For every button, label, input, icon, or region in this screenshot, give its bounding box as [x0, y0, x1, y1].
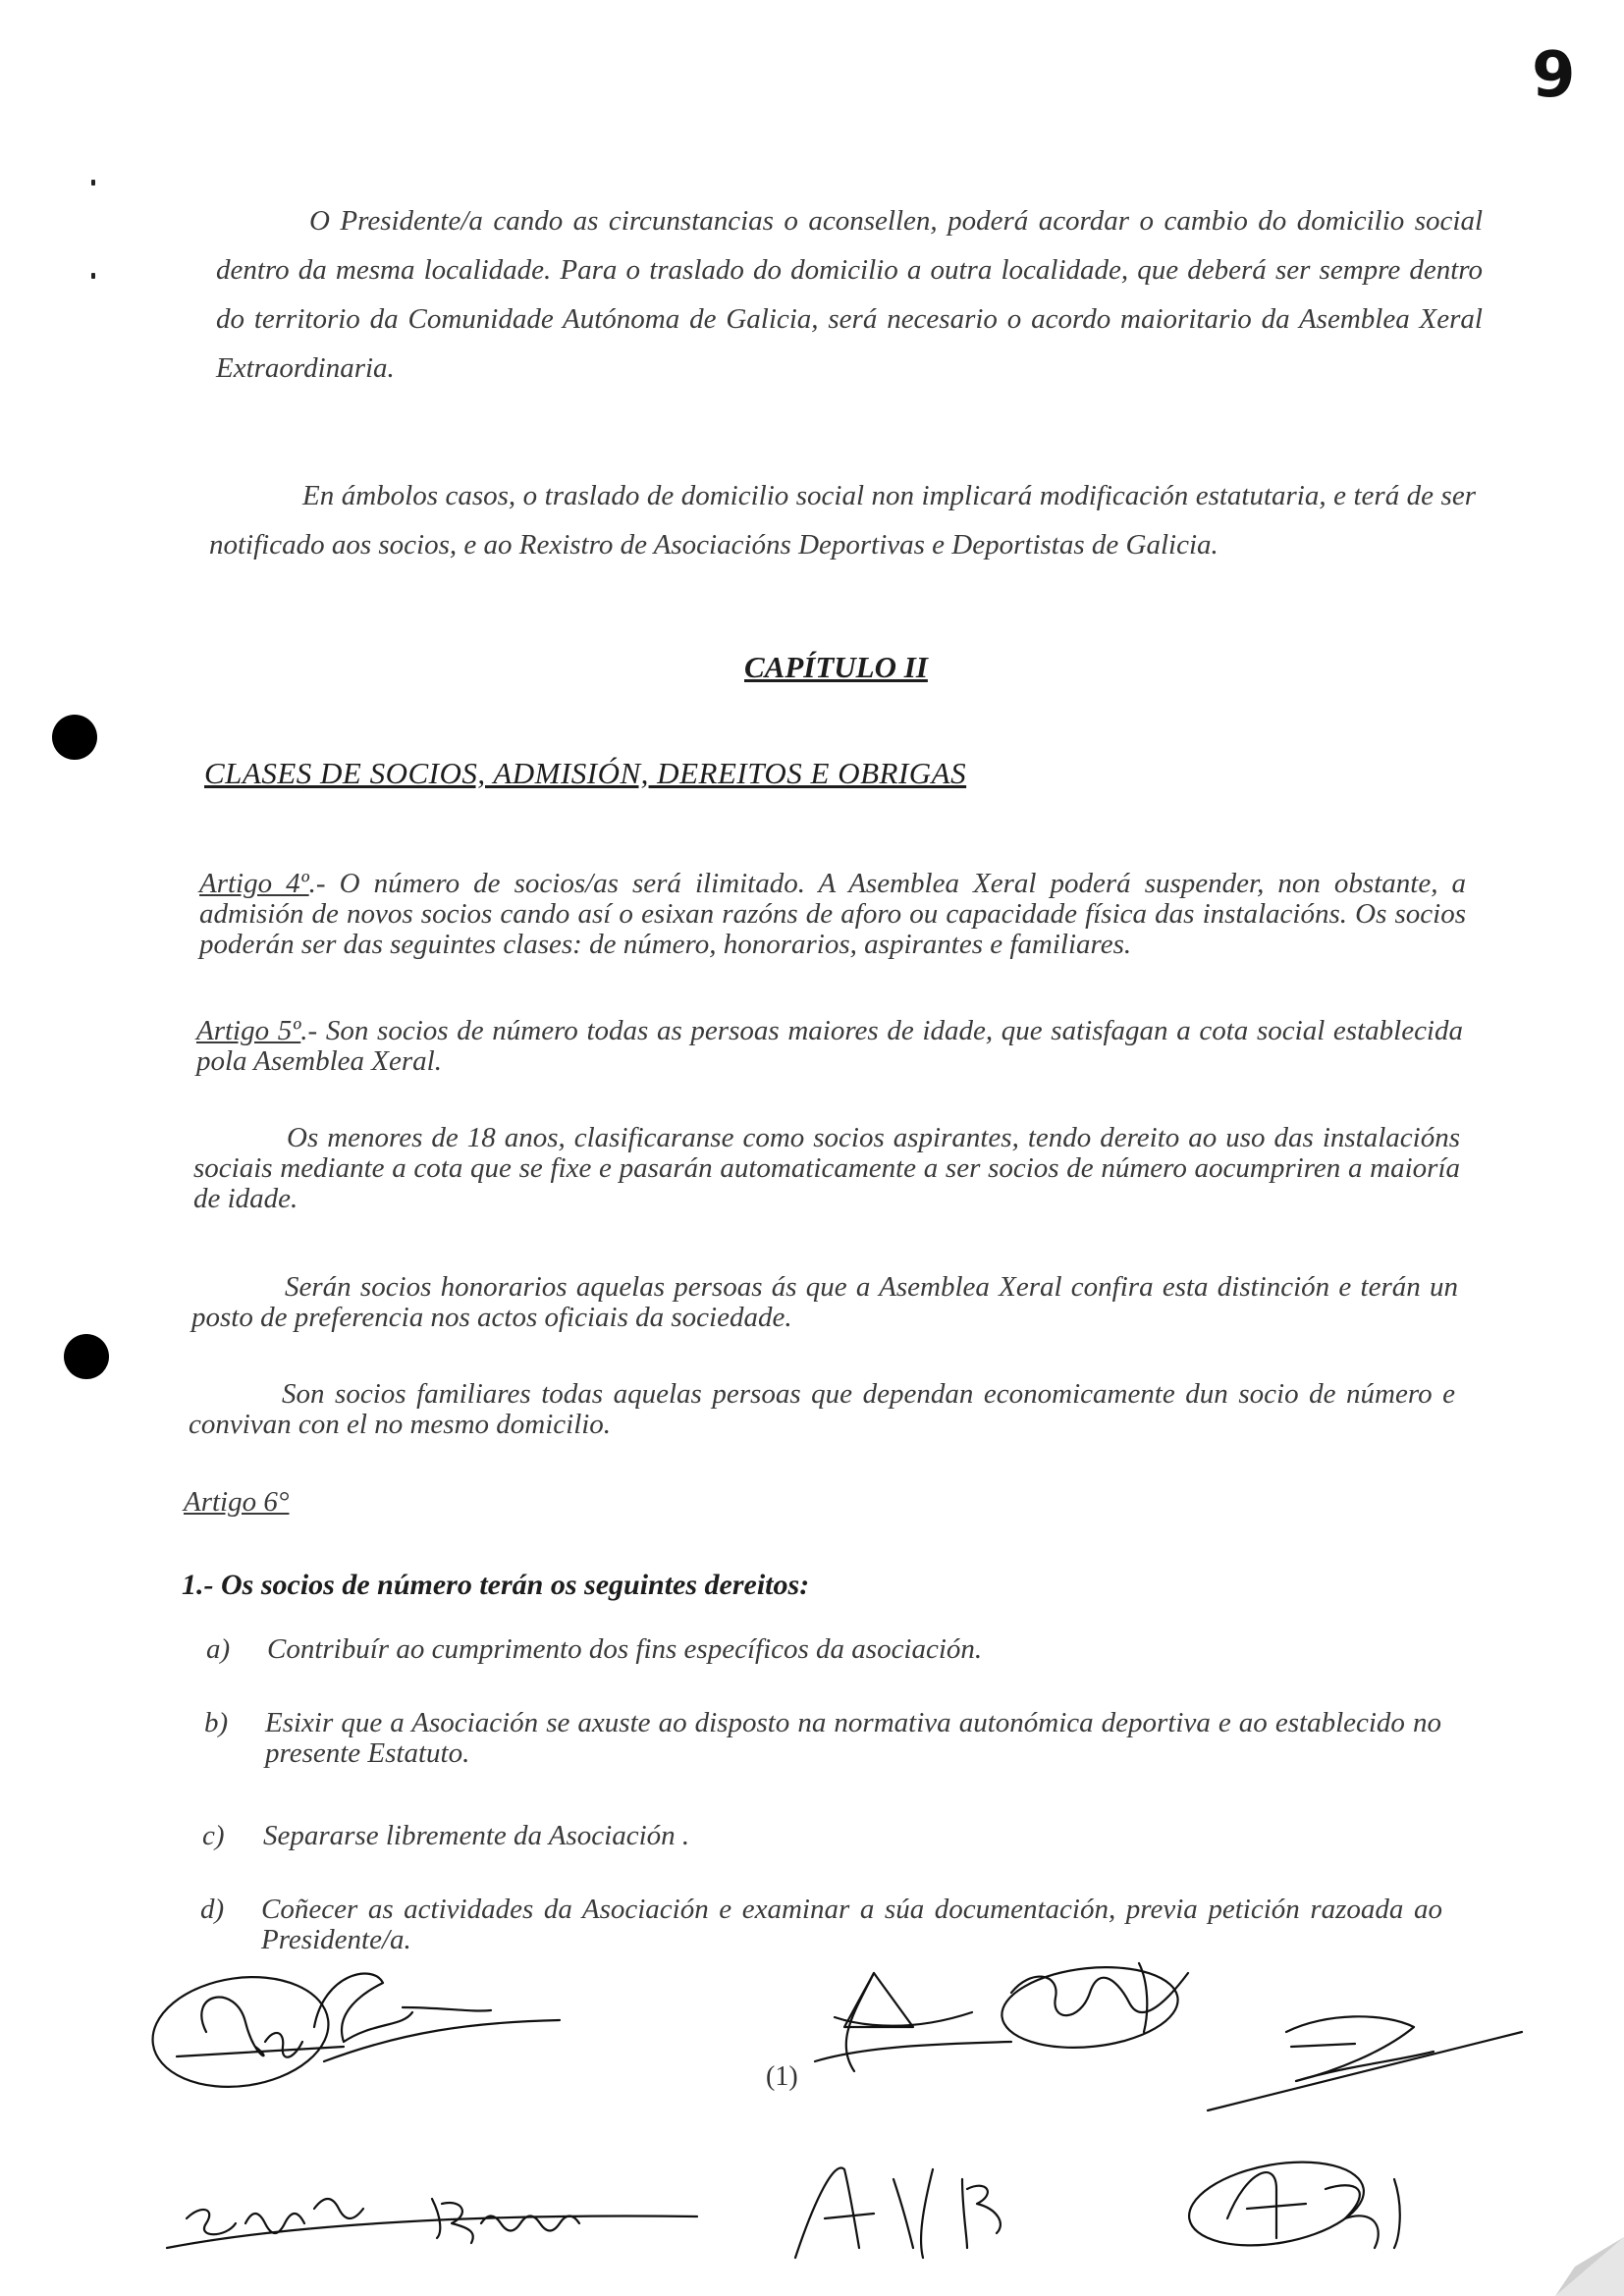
signature-3	[998, 1959, 1188, 2056]
list-letter: d)	[200, 1894, 225, 1925]
list-item	[202, 1821, 1439, 1851]
article-5-aspirantes: Os menores de 18 anos, clasificaranse como socios aspirantes, tendo dereito ao uso das instalacións sociais mediante a cota que se fixe e pasarán automaticamente a ser socios de número aocumpriren a maioría de idade.	[193, 1122, 1460, 1214]
article-5-familiares: Son socios familiares todas aquelas persoas que dependan economicamente dun socio de número e convivan con el no mesmo domicilio.	[189, 1378, 1455, 1440]
speck	[91, 180, 95, 186]
chapter-title: CAPÍTULO II	[744, 650, 928, 684]
list-text: Contribuír ao cumprimento dos fins específicos da asociación.	[267, 1633, 983, 1665]
folded-corner	[1555, 2237, 1624, 2296]
punch-hole-bottom	[64, 1334, 109, 1379]
article-6-intro: 1.- Os socios de número terán os seguintes dereitos:	[182, 1569, 810, 1601]
list-letter: c)	[202, 1820, 225, 1851]
article-4-text: .- O número de socios/as será ilimitado. A Asemblea Xeral poderá suspender, non obstante, a admisión de novos socios cando así o esixan razóns de aforo ou capacidade física das instalacións. Os socios poderán ser das seguintes clases: de número, honorarios, aspirantes e familiares.	[199, 868, 1466, 960]
paragraph-domicilio: O Presidente/a cando as circunstancias o aconsellen, poderá acordar o cambio do domicilio social dentro da mesma localidade. Para o traslado do domicilio a outra localidade, que deberá ser sempre dentro do territorio da Comunidade Autónoma de Galicia, será necesario o acordo maioritario da Asemblea Xeral Extraordinaria.	[216, 205, 1483, 384]
signatures-drawing	[147, 1953, 1542, 2277]
chapter-subtitle: CLASES DE SOCIOS, ADMISIÓN, DEREITOS E OBRIGAS	[204, 756, 967, 790]
article-5-text: .- Son socios de número todas as persoas maiores de idade, que satisfagan a cota social establecida pola Asemblea Xeral.	[196, 1015, 1463, 1077]
page-number: 9	[1532, 39, 1576, 112]
article-5-honorarios: Serán socios honorarios aquelas persoas ás que a Asemblea Xeral confira esta distinción e terán un posto de preferencia nos actos oficiais da sociedade.	[191, 1271, 1458, 1333]
signatures-area	[147, 1953, 1542, 2277]
article-5-label: Artigo 5º	[196, 1015, 301, 1046]
signature-4	[1208, 2016, 1522, 2110]
paragraph-traslado: En ámbolos casos, o traslado de domicilio social non implicará modificación estatutaria, e terá de ser notificado aos socios, e ao Rexistro de Asociacións Deportivas e Deportistas de Galicia.	[209, 480, 1476, 561]
list-item	[200, 1895, 1442, 1955]
list-text: Separarse libremente da Asociación .	[263, 1820, 690, 1851]
signature-7	[1182, 2150, 1399, 2258]
article-6-label: Artigo 6°	[184, 1486, 290, 1518]
article-5	[196, 1016, 1463, 1077]
signature-2	[815, 1973, 1011, 2071]
punch-hole-top	[52, 715, 97, 760]
article-4	[199, 869, 1466, 960]
signature-6	[795, 2167, 1001, 2258]
list-item	[204, 1708, 1441, 1769]
article-4-label: Artigo 4º	[199, 868, 309, 899]
signature-1	[147, 1966, 560, 2098]
signature-5	[167, 2199, 697, 2248]
list-item	[206, 1634, 1434, 1665]
list-letter: b)	[204, 1707, 229, 1738]
signature-note-marker: (1)	[766, 2061, 798, 2092]
speck	[91, 273, 95, 279]
list-text: Esixir que a Asociación se axuste ao disposto na normativa autonómica deportiva e ao establecido no presente Estatuto.	[265, 1707, 1441, 1769]
list-letter: a)	[206, 1633, 231, 1665]
list-text: Coñecer as actividades da Asociación e examinar a súa documentación, previa petición razoada ao Presidente/a.	[261, 1894, 1442, 1955]
